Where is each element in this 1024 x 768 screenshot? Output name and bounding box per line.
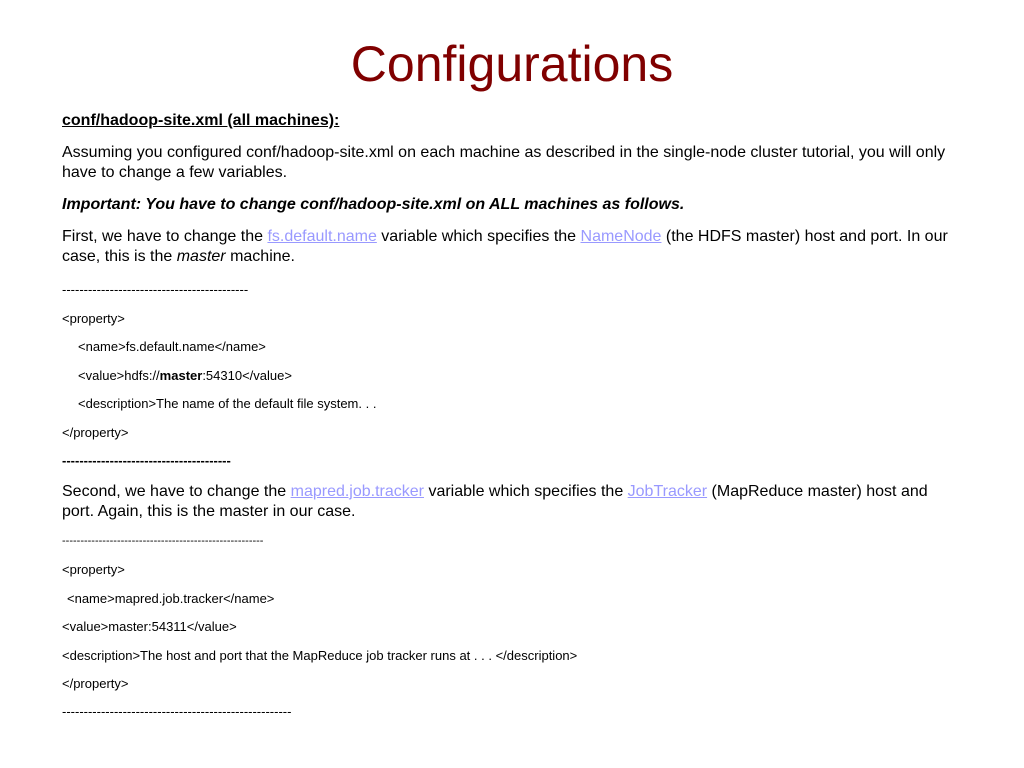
paragraph-text: Second, we have to change the [62, 483, 291, 500]
master-emphasis: master [176, 248, 226, 265]
section-heading: conf/hadoop-site.xml (all machines): [62, 112, 340, 129]
mapred-job-tracker-link[interactable]: mapred.job.tracker [290, 483, 424, 500]
separator-line: ------------------------------------------------------- [62, 535, 264, 547]
fs-default-name-link[interactable]: fs.default.name [267, 228, 377, 245]
paragraph-text: variable which specifies the [376, 228, 581, 245]
separator-line: ------------------------------------------- [62, 282, 249, 297]
xml-description-line: <description>The host and port that the MapReduce job tracker runs at . . . </description> [62, 648, 578, 663]
xml-name-line: <name>fs.default.name</name> [78, 339, 266, 354]
xml-value-line: <value>master:54311</value> [62, 619, 237, 634]
xml-value-line [78, 368, 964, 384]
xml-value-master: master [159, 368, 203, 383]
intro-paragraph: Assuming you configured conf/hadoop-site.xml on each machine as described in the single-node cluster tutorial, you will only have to change a few variables. [62, 144, 946, 181]
xml-value-suffix: :54310</value> [202, 368, 292, 383]
paragraph-text: (MapReduce master) host and port. Again, this is the master in our case. [62, 483, 928, 520]
important-note: Important: You have to change conf/hadoop-site.xml on ALL machines as follows. [62, 196, 685, 213]
xml-value-prefix: <value>hdfs:// [78, 368, 160, 383]
paragraph-text: First, we have to change the [62, 228, 268, 245]
xml-property-close: </property> [62, 676, 129, 691]
xml-property-open: <property> [62, 311, 125, 326]
jobtracker-link[interactable]: JobTracker [627, 483, 708, 500]
paragraph-namenode [62, 227, 964, 267]
xml-name-line: <name>mapred.job.tracker</name> [67, 591, 275, 606]
xml-property-open: <property> [62, 562, 125, 577]
separator-line-bold: --------------------------------------- [62, 453, 231, 468]
xml-property-close: </property> [62, 425, 129, 440]
slide-title: Configurations [350, 36, 674, 92]
paragraph-text: machine. [225, 248, 295, 265]
paragraph-text: variable which specifies the [424, 483, 628, 500]
paragraph-jobtracker [62, 482, 964, 522]
separator-line: ----------------------------------------------------- [62, 704, 292, 719]
xml-description-line: <description>The name of the default file system. . . [78, 396, 377, 411]
namenode-link[interactable]: NameNode [580, 228, 662, 245]
paragraph-text: (the HDFS master) host and port. In our case, this is the [62, 228, 948, 265]
